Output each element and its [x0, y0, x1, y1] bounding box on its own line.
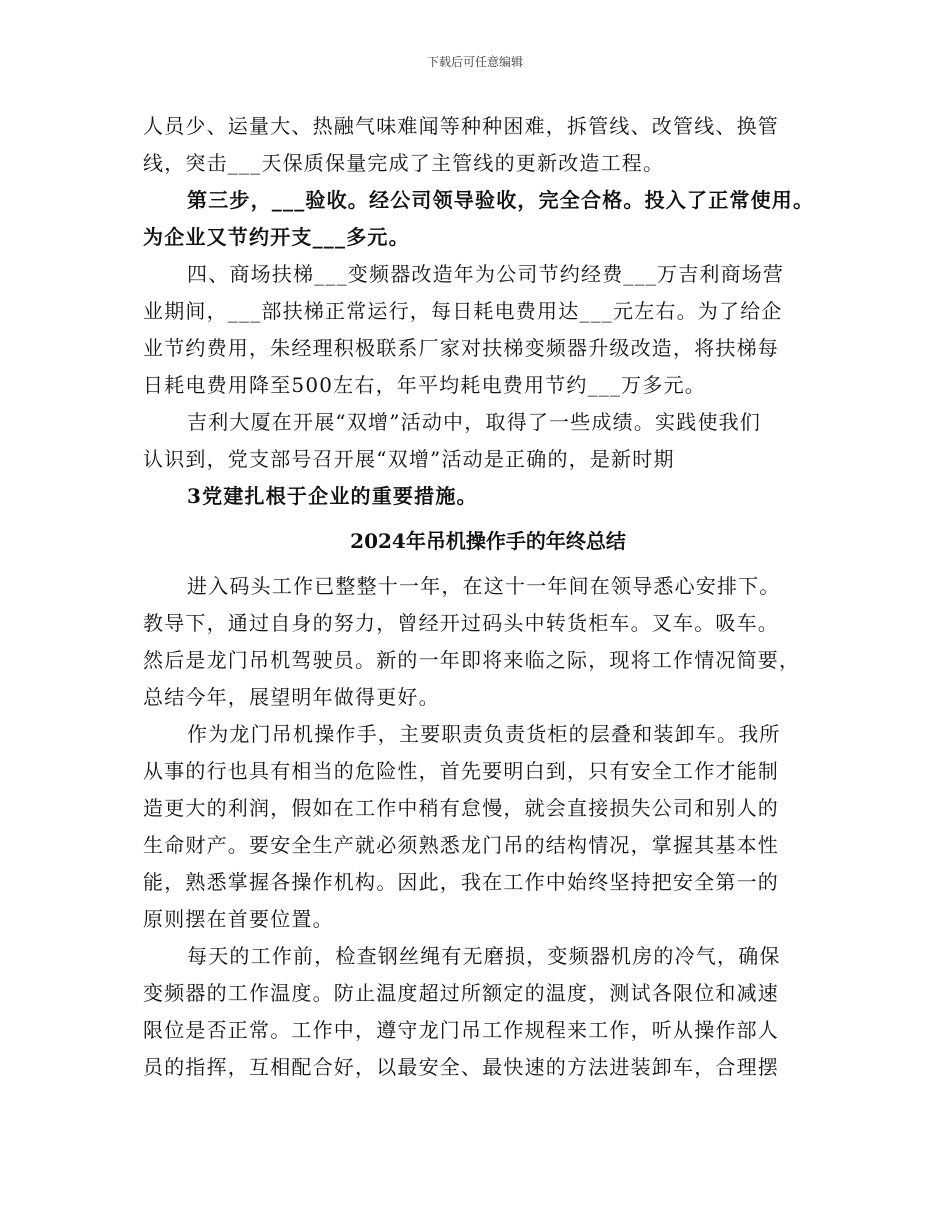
- text-line: 然后是龙门吊机驾驶员。新的一年即将来临之际，现将工作情况简要，: [143, 648, 801, 672]
- page-header: 下载后可任意编辑: [426, 55, 523, 69]
- text-line: 造更大的利润，假如在工作中稍有怠慢，就会直接损失公司和别人的: [143, 796, 779, 820]
- document-body: [143, 108, 833, 1086]
- text-line: 人员少、运量大、热融气味难闻等种种困难，拆管线、改管线、换管: [143, 114, 779, 138]
- paragraph-closing: [143, 478, 833, 515]
- text-line: 线，突击___天保质保量完成了主管线的更新改造工程。: [143, 151, 665, 175]
- text-line: 教导下，通过自身的努力，曾经开过码头中转货柜车。叉车。吸车。: [143, 611, 779, 635]
- text-line: 日耗电费用降至500左右，年平均耗电费用节约___万多元。: [143, 373, 706, 397]
- text-line: 进入码头工作已整整十一年，在这十一年间在领导悉心安排下。: [187, 574, 781, 598]
- text-line: 能，熟悉掌握各操作机构。因此，我在工作中始终坚持把安全第一的: [143, 870, 779, 894]
- paragraph-daily-work: [143, 938, 833, 1086]
- paragraph-escalator: [143, 256, 833, 404]
- text-line: 认识到，党支部号召开展“双增”活动是正确的，是新时期: [143, 447, 675, 471]
- text-line: 为企业又节约开支___多元。: [143, 225, 410, 249]
- text-line: 业节约费用，朱经理积极联系厂家对扶梯变频器升级改造，将扶梯每: [143, 336, 779, 360]
- section-title: 2024年吊机操作手的年终总结: [350, 529, 626, 553]
- text-line: 员的指挥，互相配合好，以最安全、最快速的方法进装卸车，合理摆: [143, 1055, 779, 1079]
- text-line: 限位是否正常。工作中，遵守龙门吊工作规程来工作，听从操作部人: [143, 1018, 779, 1042]
- text-line: 总结今年，展望明年做得更好。: [143, 685, 440, 709]
- text-line: 从事的行也具有相当的危险性，首先要明白到，只有安全工作才能制: [143, 759, 779, 783]
- paragraph-summary: [143, 404, 833, 478]
- text-line: 作为龙门吊机操作手，主要职责负责货柜的层叠和装卸车。我所: [187, 722, 781, 746]
- text-line: 业期间，___部扶梯正常运行，每日耗电费用达___元左右。为了给企: [143, 299, 783, 323]
- paragraph-pipeline-continued: [143, 108, 833, 182]
- paragraph-step-three: [143, 182, 833, 256]
- text-line: 变频器的工作温度。防止温度超过所额定的温度，测试各限位和减速: [143, 981, 779, 1005]
- text-line: 吉利大厦在开展“双增”活动中，取得了一些成绩。实践使我们: [187, 410, 762, 434]
- paragraph-duties: [143, 716, 833, 938]
- paragraph-intro: [143, 568, 833, 716]
- text-line: 第三步，___验收。经公司领导验收，完全合格。投入了正常使用。: [187, 188, 815, 212]
- text-line: 四、商场扶梯___变频器改造年为公司节约经费___万吉利商场营: [187, 262, 785, 286]
- text-line: 生命财产。要安全生产就必须熟悉龙门吊的结构情况，掌握其基本性: [143, 833, 779, 857]
- text-line: 原则摆在首要位置。: [143, 907, 334, 931]
- text-line: 3党建扎根于企业的重要措施。: [187, 484, 478, 508]
- text-line: 每天的工作前，检查钢丝绳有无磨损，变频器机房的冷气，确保: [187, 944, 781, 968]
